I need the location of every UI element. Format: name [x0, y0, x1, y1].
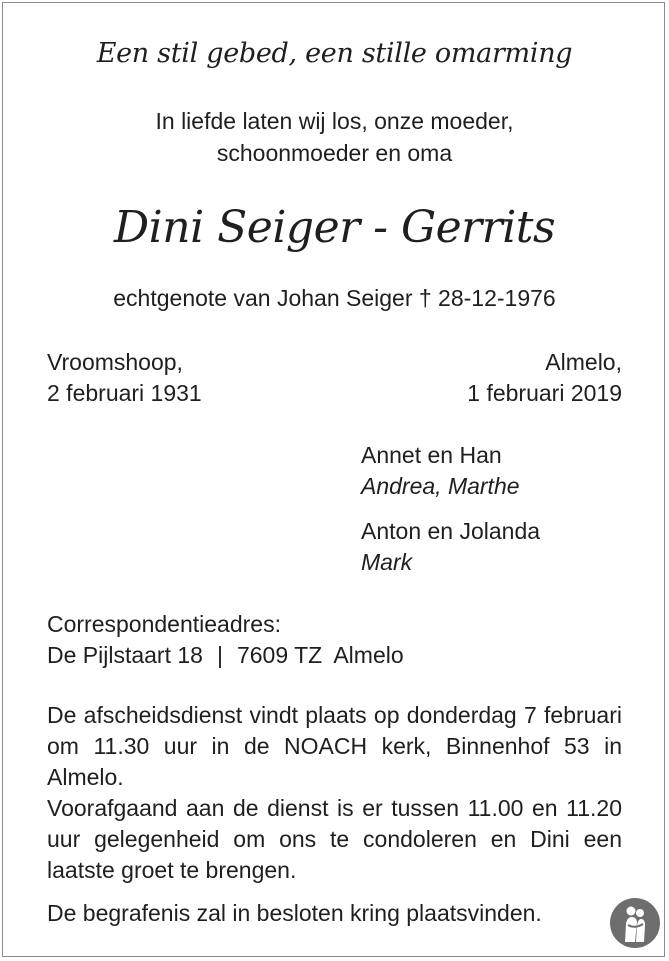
correspondence-address — [47, 609, 404, 671]
family-children: Mark — [361, 549, 413, 575]
embrace-figures-icon-graphic — [610, 898, 660, 948]
intro-line-2: schoonmoeder en oma — [216, 140, 453, 166]
postcode: 7609 TZ — [236, 642, 323, 668]
embrace-figures-icon — [610, 898, 660, 948]
motto: Een stil gebed, een stille omarming — [96, 38, 573, 69]
street: De Pijlstaart 18 — [47, 642, 203, 668]
death-info — [467, 347, 622, 409]
family-children: Andrea, Marthe — [361, 473, 520, 499]
service-paragraph-3: De begrafenis zal in besloten kring plaatsvinden. — [47, 900, 542, 926]
birth-date: 2 februari 1931 — [47, 380, 202, 406]
death-place: Almelo, — [545, 349, 622, 375]
correspondence-line — [47, 640, 404, 671]
address-separator: | — [216, 642, 223, 668]
family-parents: Annet en Han — [361, 442, 502, 468]
spouse-line: echtgenote van Johan Seiger † 28-12-1976 — [113, 285, 556, 311]
deceased-name: Dini Seiger - Gerrits — [113, 202, 556, 253]
service-paragraph-2: Voorafgaand aan de dienst is er tussen 11.00 en 11.20 uur gelegenheid om ons te condoleren en Dini een laatste groet te brengen. — [47, 795, 622, 883]
correspondence-label: Correspondentieadres: — [47, 611, 281, 637]
family-group — [361, 440, 520, 502]
birth-place: Vroomshoop, — [47, 349, 183, 375]
intro-line-1: In liefde laten wij los, onze moeder, — [155, 108, 514, 134]
death-date: 1 februari 2019 — [467, 380, 622, 406]
birth-info — [47, 347, 202, 409]
service-paragraph-1: De afscheidsdienst vindt plaats op donderdag 7 februari om 11.30 uur in de NOACH kerk, Binnenhof 53 in Almelo. — [47, 702, 622, 790]
city: Almelo — [333, 642, 404, 668]
family-group — [361, 516, 540, 578]
family-parents: Anton en Jolanda — [361, 518, 541, 544]
intro-text — [0, 105, 669, 169]
